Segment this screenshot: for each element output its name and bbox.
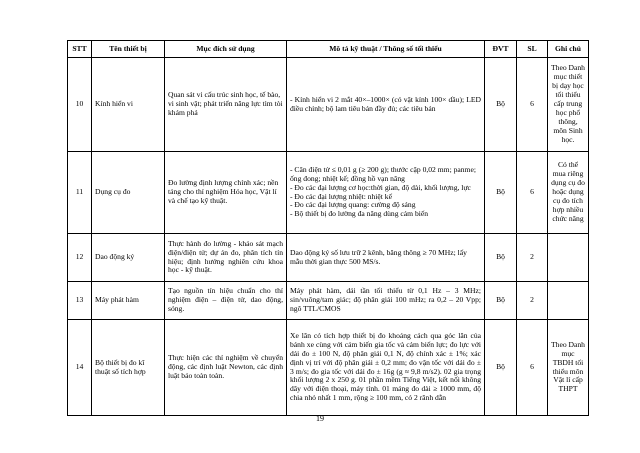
spec-line: - Bộ thiết bị đo lường đa năng dùng cảm biến: [290, 209, 429, 219]
row-note: [548, 282, 589, 320]
header-note: Ghi chú: [548, 41, 589, 58]
table-row: [68, 282, 589, 320]
row-spec: [287, 234, 485, 282]
row-purpose: Tạo nguồn tín hiệu chuẩn cho thí nghiệm điện – điện tử, dao động, sóng.: [165, 282, 287, 320]
page-number: 19: [316, 414, 324, 423]
row-unit: Bộ: [485, 234, 517, 282]
row-name: Dụng cụ đo: [92, 152, 165, 234]
row-spec: [287, 320, 485, 416]
spec-line: - Kính hiển vi 2 mắt 40×–1000× (có vật kính 100× dầu); LED điều chỉnh; bộ lam tiêu bản đầy đủ; các tiêu bản: [290, 94, 481, 113]
row-name: Kính hiển vi: [92, 58, 165, 152]
row-unit: Bộ: [485, 282, 517, 320]
row-quantity: 6: [517, 320, 548, 416]
spec-line: - Đo các đại lượng nhiệt: nhiệt kế: [290, 191, 392, 201]
row-quantity: 6: [517, 152, 548, 234]
header-quantity: SL: [517, 41, 548, 58]
header-equipment-name: Tên thiết bị: [92, 41, 165, 58]
row-spec: [287, 282, 485, 320]
row-unit: Bộ: [485, 152, 517, 234]
row-note: [548, 234, 589, 282]
row-purpose: Quan sát vi cấu trúc sinh học, tế bào, vi sinh vật; phát triển năng lực tìm tòi khám phá: [165, 58, 287, 152]
row-purpose: Thực hiện các thí nghiệm về chuyển động, các định luật Newton, các định luật bảo toàn toàn.: [165, 320, 287, 416]
row-spec: [287, 58, 485, 152]
table-row: [68, 152, 589, 234]
row-name: Bộ thiết bị đo kĩ thuật số tích hợp: [92, 320, 165, 416]
spec-line: - Đo các đại lượng cơ học:thời gian, độ dài, khối lượng, lực: [290, 182, 471, 192]
row-quantity: 6: [517, 58, 548, 152]
row-name: Máy phát hàm: [92, 282, 165, 320]
row-unit: Bộ: [485, 320, 517, 416]
table-row: [68, 234, 589, 282]
row-note: Theo Danh mục thiết bị dạy học tối thiểu cấp trung học phổ thông, môn Sinh học.: [548, 58, 589, 152]
header-purpose: Mục đích sử dụng: [165, 41, 287, 58]
spec-line: Xe lăn có tích hợp thiết bị đo khoảng cách qua góc lăn của bánh xe cùng với cảm biến gia tốc và cảm biến lực; đo lực với dải đo ± 100 N, độ phân giải 0,1 N, độ chính xác ± 1%; xác định vị trí với độ phân giải ± 0,2 mm; đo vận tốc với dải đo ± 3 m/s; đo gia tốc với dải đo ± 16g (g ≈ 9,8 m/s2). 02 gia trọng khối lượng 2 x 250 g. 01 phần mềm Tiếng Việt, kết nối không dây với điện thoại, máy tính. 01 máng đo dài ≥ 1000 mm, độ chia nhỏ nhất 1 mm, rộng ≥ 100 mm, có 2 rãnh dẫn: [290, 330, 481, 403]
row-purpose: Đo lường định lượng chính xác; nền tảng cho thí nghiệm Hóa học, Vật lí và chế tạo kỹ thuật.: [165, 152, 287, 234]
row-stt: 14: [68, 320, 92, 416]
row-quantity: 2: [517, 282, 548, 320]
row-purpose: Thực hành đo lường - khảo sát mạch điện/điện tử; dự án đo, phân tích tín hiệu; định hướng nghiên cứu khoa học - kỹ thuật.: [165, 234, 287, 282]
row-stt: 13: [68, 282, 92, 320]
row-unit: Bộ: [485, 58, 517, 152]
header-spec: Mô tả kỹ thuật / Thông số tối thiểu: [287, 41, 485, 58]
row-note: Có thể mua riêng dụng cụ đo hoặc dụng cụ đo tích hợp nhiều chức năng: [548, 152, 589, 234]
row-note: Theo Danh mục TBDH tối thiểu môn Vật lí cấp THPT: [548, 320, 589, 416]
equipment-table: [67, 40, 589, 416]
spec-line: - Đo các đại lượng quang: cường độ sáng: [290, 200, 416, 210]
header-stt: STT: [68, 41, 92, 58]
spec-line: Dao động ký số lưu trữ 2 kênh, băng thông ≥ 70 MHz; lấy mẫu thời gian thực 500 MS/s.: [290, 247, 467, 266]
row-quantity: 2: [517, 234, 548, 282]
spec-line: - Cân điện tử ≤ 0,01 g (≥ 200 g); thước cặp 0,02 mm; panme; ống đong; nhiệt kế; đồng hồ vạn năng: [290, 164, 476, 183]
header-unit: ĐVT: [485, 41, 517, 58]
row-stt: 10: [68, 58, 92, 152]
row-stt: 12: [68, 234, 92, 282]
row-name: Dao động ký: [92, 234, 165, 282]
table-row: [68, 320, 589, 416]
row-stt: 11: [68, 152, 92, 234]
spec-line: Máy phát hàm, dải tần tối thiểu từ 0,1 Hz – 3 MHz; sin/vuông/tam giác; độ phân giải 100 mHz; ra 0,2 – 20 Vpp; ngõ TTL/CMOS: [290, 286, 481, 313]
table-header-row: [68, 41, 589, 58]
row-spec: [287, 152, 485, 234]
table-row: [68, 58, 589, 152]
